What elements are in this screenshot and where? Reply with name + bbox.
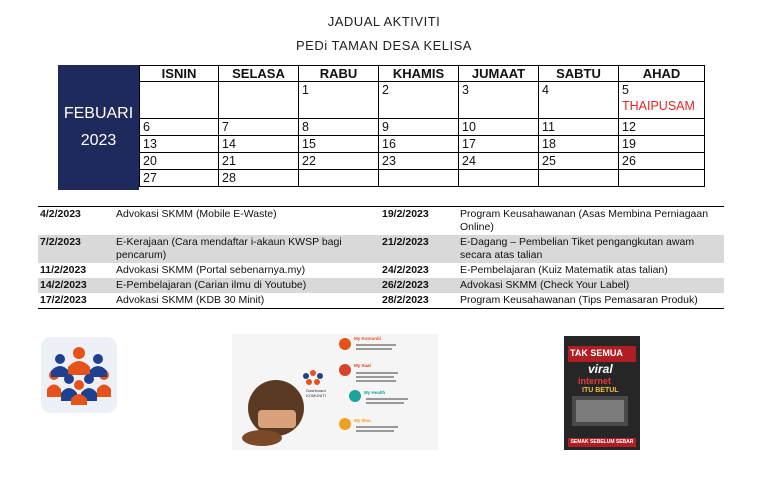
calendar bbox=[58, 65, 713, 190]
day-cell: 25 bbox=[539, 153, 619, 170]
day-cell bbox=[459, 170, 539, 187]
day-cell: 14 bbox=[219, 136, 299, 153]
poster-internet: internet bbox=[578, 376, 612, 386]
dashboard-item: My Health bbox=[364, 390, 386, 395]
day-cell bbox=[619, 170, 705, 187]
activity-name: Advokasi SKMM (KDB 30 Minit) bbox=[116, 294, 265, 306]
day-cell bbox=[379, 170, 459, 187]
dashboard-item: My Saal bbox=[354, 363, 371, 368]
divider bbox=[38, 308, 724, 309]
page-subtitle: PEDi TAMAN DESA KELISA bbox=[296, 38, 472, 53]
day-cell-holiday bbox=[619, 82, 705, 119]
activity-date: 14/2/2023 bbox=[40, 279, 87, 291]
dashboard-item: My Ilmu bbox=[354, 418, 371, 423]
activity-date: 19/2/2023 bbox=[382, 208, 429, 220]
day-cell: 24 bbox=[459, 153, 539, 170]
activity-name: E-Dagang – Pembelian Tiket pengangkutan awam secara atas talian bbox=[460, 236, 695, 261]
day-number: 5 bbox=[622, 83, 629, 97]
poster-footer: SEMAK SEBELUM SEBAR bbox=[570, 439, 634, 445]
activity-name: Advokasi SKMM (Check Your Label) bbox=[460, 279, 630, 291]
activity-row bbox=[38, 235, 724, 263]
day-cell bbox=[299, 170, 379, 187]
activity-name: Advokasi SKMM (Mobile E-Waste) bbox=[116, 208, 277, 220]
month-panel bbox=[58, 65, 139, 190]
day-cell: 3 bbox=[459, 82, 539, 119]
day-cell: 27 bbox=[140, 170, 219, 187]
people-group-icon bbox=[41, 337, 117, 413]
activity-name: E-Pembelajaran (Carian ilmu di Youtube) bbox=[116, 279, 307, 291]
holiday-label: THAIPUSAM bbox=[622, 99, 695, 113]
calendar-grid bbox=[139, 65, 705, 187]
weekday-header-row bbox=[140, 66, 705, 82]
week-row bbox=[140, 170, 705, 187]
page-title: JADUAL AKTIVITI bbox=[327, 14, 441, 29]
community-logo bbox=[41, 337, 117, 413]
weekday-header: KHAMIS bbox=[379, 66, 459, 82]
activity-row bbox=[38, 263, 724, 278]
day-cell: 8 bbox=[299, 119, 379, 136]
week-row bbox=[140, 119, 705, 136]
day-cell: 6 bbox=[140, 119, 219, 136]
day-cell bbox=[539, 170, 619, 187]
activity-name: E-Pembelajaran (Kuiz Matematik atas talian) bbox=[460, 264, 668, 276]
dashboard-illustration bbox=[232, 334, 438, 450]
day-cell: 2 bbox=[379, 82, 459, 119]
day-cell: 26 bbox=[619, 153, 705, 170]
activity-date: 28/2/2023 bbox=[382, 294, 429, 306]
day-cell: 15 bbox=[299, 136, 379, 153]
activity-row bbox=[38, 278, 724, 293]
dashboard-komuniti-banner bbox=[232, 334, 438, 450]
day-cell: 11 bbox=[539, 119, 619, 136]
day-cell: 28 bbox=[219, 170, 299, 187]
activity-date: 7/2/2023 bbox=[40, 236, 81, 248]
day-cell: 23 bbox=[379, 153, 459, 170]
poster-viral: viral bbox=[588, 362, 613, 376]
weekday-header: SABTU bbox=[539, 66, 619, 82]
activity-date: 26/2/2023 bbox=[382, 279, 429, 291]
activity-date: 11/2/2023 bbox=[40, 264, 87, 276]
day-cell: 4 bbox=[539, 82, 619, 119]
day-cell: 9 bbox=[379, 119, 459, 136]
weekday-header: JUMAAT bbox=[459, 66, 539, 82]
week-row bbox=[140, 153, 705, 170]
weekday-header: AHAD bbox=[619, 66, 705, 82]
activity-row bbox=[38, 207, 724, 235]
poster-itu-betul: ITU BETUL bbox=[582, 387, 619, 394]
day-cell: 21 bbox=[219, 153, 299, 170]
activity-list bbox=[38, 206, 724, 309]
day-cell: 10 bbox=[459, 119, 539, 136]
day-cell: 18 bbox=[539, 136, 619, 153]
activity-name: Program Keusahawanan (Asas Membina Perniagaan Online) bbox=[460, 208, 709, 233]
day-cell: 22 bbox=[299, 153, 379, 170]
day-cell: 13 bbox=[140, 136, 219, 153]
week-row bbox=[140, 136, 705, 153]
activity-date: 21/2/2023 bbox=[382, 236, 429, 248]
poster-line1: TAK SEMUA bbox=[570, 348, 623, 358]
week-row bbox=[140, 82, 705, 119]
weekday-header: RABU bbox=[299, 66, 379, 82]
activity-date: 24/2/2023 bbox=[382, 264, 429, 276]
activity-date: 17/2/2023 bbox=[40, 294, 87, 306]
day-cell: 20 bbox=[140, 153, 219, 170]
day-cell bbox=[140, 82, 219, 119]
day-cell: 12 bbox=[619, 119, 705, 136]
viral-internet-poster bbox=[564, 336, 640, 450]
year-label: 2023 bbox=[80, 132, 117, 149]
day-cell: 16 bbox=[379, 136, 459, 153]
activity-date: 4/2/2023 bbox=[40, 208, 81, 220]
activity-name: Program Keusahawanan (Tips Pemasaran Produk) bbox=[460, 294, 698, 306]
day-cell: 7 bbox=[219, 119, 299, 136]
weekday-header: SELASA bbox=[219, 66, 299, 82]
activity-row bbox=[38, 293, 724, 308]
activity-name: Advokasi SKMM (Portal sebenarnya.my) bbox=[116, 264, 306, 276]
weekday-header: ISNIN bbox=[140, 66, 219, 82]
day-cell bbox=[219, 82, 299, 119]
day-cell: 17 bbox=[459, 136, 539, 153]
month-label: FEBUARI bbox=[63, 105, 134, 122]
dashboard-item: My Komuniti bbox=[354, 336, 381, 341]
day-cell: 19 bbox=[619, 136, 705, 153]
dashboard-label: Dashboard KOMUNITI bbox=[306, 388, 326, 398]
day-cell: 1 bbox=[299, 82, 379, 119]
activity-name: E-Kerajaan (Cara mendaftar i-akaun KWSP bagi pencarum) bbox=[116, 236, 342, 261]
